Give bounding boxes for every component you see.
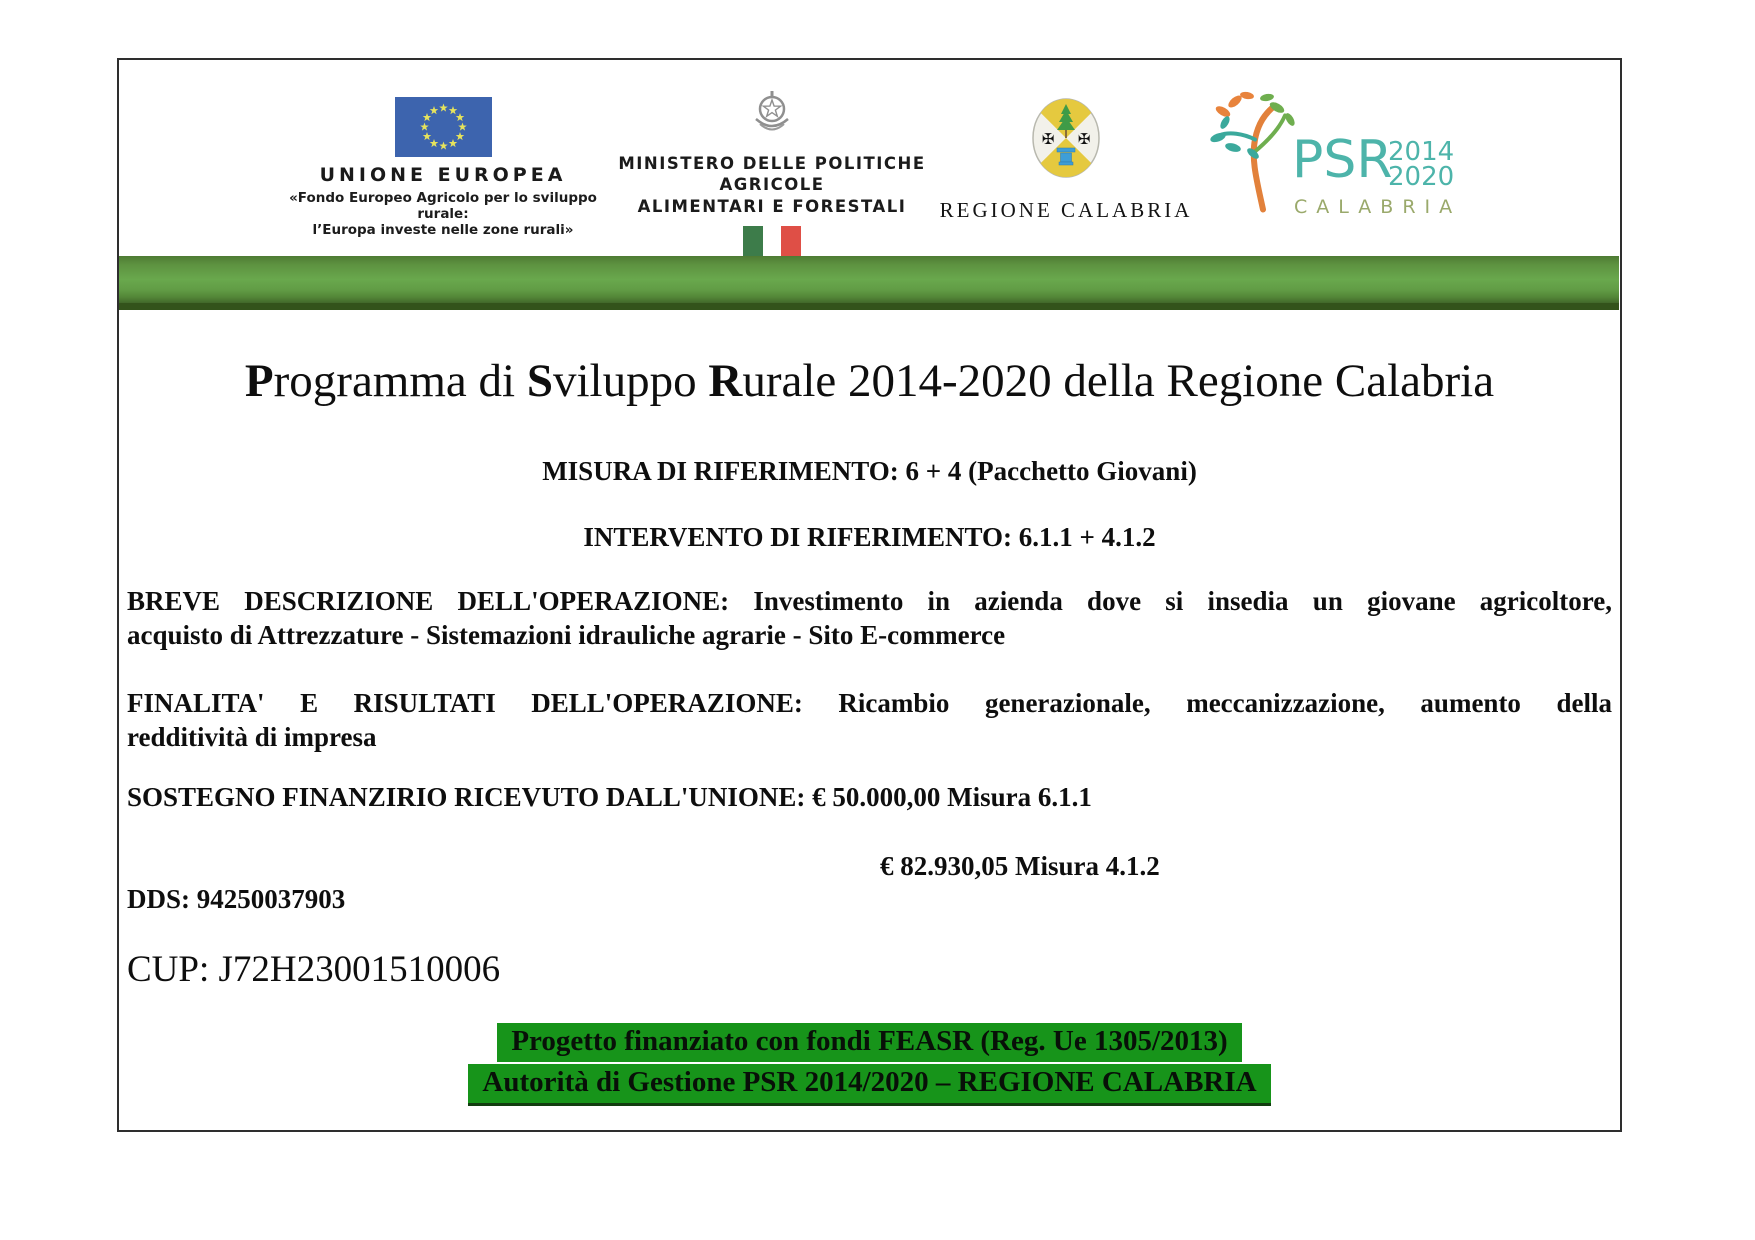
footer-feasr-line: Progetto finanziato con fondi FEASR (Reg. Ue 1305/2013) bbox=[497, 1023, 1241, 1062]
dds-number-line: DDS: 94250037903 bbox=[127, 884, 346, 914]
finalita-line2: redditività di impresa bbox=[127, 722, 377, 752]
psr-logo-block bbox=[1202, 88, 1582, 283]
title-segment: viluppo bbox=[552, 355, 709, 407]
sostegno-misura-412-line: € 82.930,05 Misura 4.1.2 bbox=[880, 851, 1160, 881]
title-segment: urale 2014-2020 della Regione Calabria bbox=[742, 355, 1495, 407]
poster-board bbox=[117, 58, 1622, 1132]
breve-descrizione-line1: BREVE DESCRIZIONE DELL'OPERAZIONE: Investimento in azienda dove si insedia un giovane agricoltore, bbox=[127, 586, 1612, 616]
psr-year-2014: 2014 bbox=[1388, 137, 1455, 167]
eu-caption-line1: «Fondo Europeo Agricolo per lo sviluppo rurale: bbox=[289, 190, 597, 222]
italy-emblem-icon bbox=[750, 90, 794, 142]
misura-riferimento-line: MISURA DI RIFERIMENTO: 6 + 4 (Pacchetto Giovani) bbox=[542, 456, 1197, 486]
psr-tree-icon bbox=[1205, 88, 1305, 213]
ministry-logo-block bbox=[572, 90, 972, 258]
eu-flag-icon bbox=[395, 97, 492, 157]
ministry-name-line2: ALIMENTARI E FORESTALI bbox=[637, 196, 907, 216]
calabria-emblem-icon bbox=[1032, 98, 1100, 178]
eu-logo-block bbox=[267, 97, 619, 239]
italy-flag-icon bbox=[743, 226, 801, 258]
psr-acronym-label: PSR bbox=[1292, 130, 1393, 190]
title-initial-r: R bbox=[708, 355, 743, 407]
eu-name-label: UNIONE EUROPEA bbox=[319, 164, 567, 186]
footer-autorita-line: Autorità di Gestione PSR 2014/2020 – REGIONE CALABRIA bbox=[468, 1064, 1270, 1106]
eu-caption-line2: l’Europa investe nelle zone rurali» bbox=[312, 221, 574, 238]
finalita-paragraph bbox=[127, 686, 1612, 754]
intervento-riferimento-line: INTERVENTO DI RIFERIMENTO: 6.1.1 + 4.1.2 bbox=[583, 522, 1156, 552]
footer-highlight-block bbox=[119, 1022, 1620, 1107]
title-initial-s: S bbox=[526, 355, 553, 407]
sostegno-finanziario-line: SOSTEGNO FINANZIRIO RICEVUTO DALL'UNIONE: € 50.000,00 Misura 6.1.1 bbox=[127, 782, 1092, 812]
svg-text:✠: ✠ bbox=[1077, 130, 1091, 148]
psr-region-label: CALABRIA bbox=[1294, 196, 1462, 218]
svg-text:✠: ✠ bbox=[1041, 130, 1055, 148]
finalita-line1: FINALITA' E RISULTATI DELL'OPERAZIONE: Ricambio generazionale, meccanizzazione, aumento della bbox=[127, 688, 1612, 718]
title-segment: rogramma di bbox=[273, 355, 527, 407]
breve-descrizione-line2: acquisto di Attrezzature - Sistemazioni idrauliche agrarie - Sito E-commerce bbox=[127, 620, 1006, 650]
page-title bbox=[119, 356, 1620, 408]
regione-calabria-label: REGIONE CALABRIA bbox=[939, 198, 1193, 222]
breve-descrizione-paragraph bbox=[127, 584, 1612, 652]
ministry-name-line1: MINISTERO DELLE POLITICHE AGRICOLE bbox=[618, 154, 926, 195]
regione-calabria-logo-block bbox=[926, 98, 1206, 223]
green-banner-bar bbox=[119, 256, 1619, 310]
cup-code-line: CUP: J72H23001510006 bbox=[127, 949, 501, 990]
title-initial-p: P bbox=[244, 355, 274, 407]
psr-year-2020: 2020 bbox=[1388, 162, 1455, 192]
